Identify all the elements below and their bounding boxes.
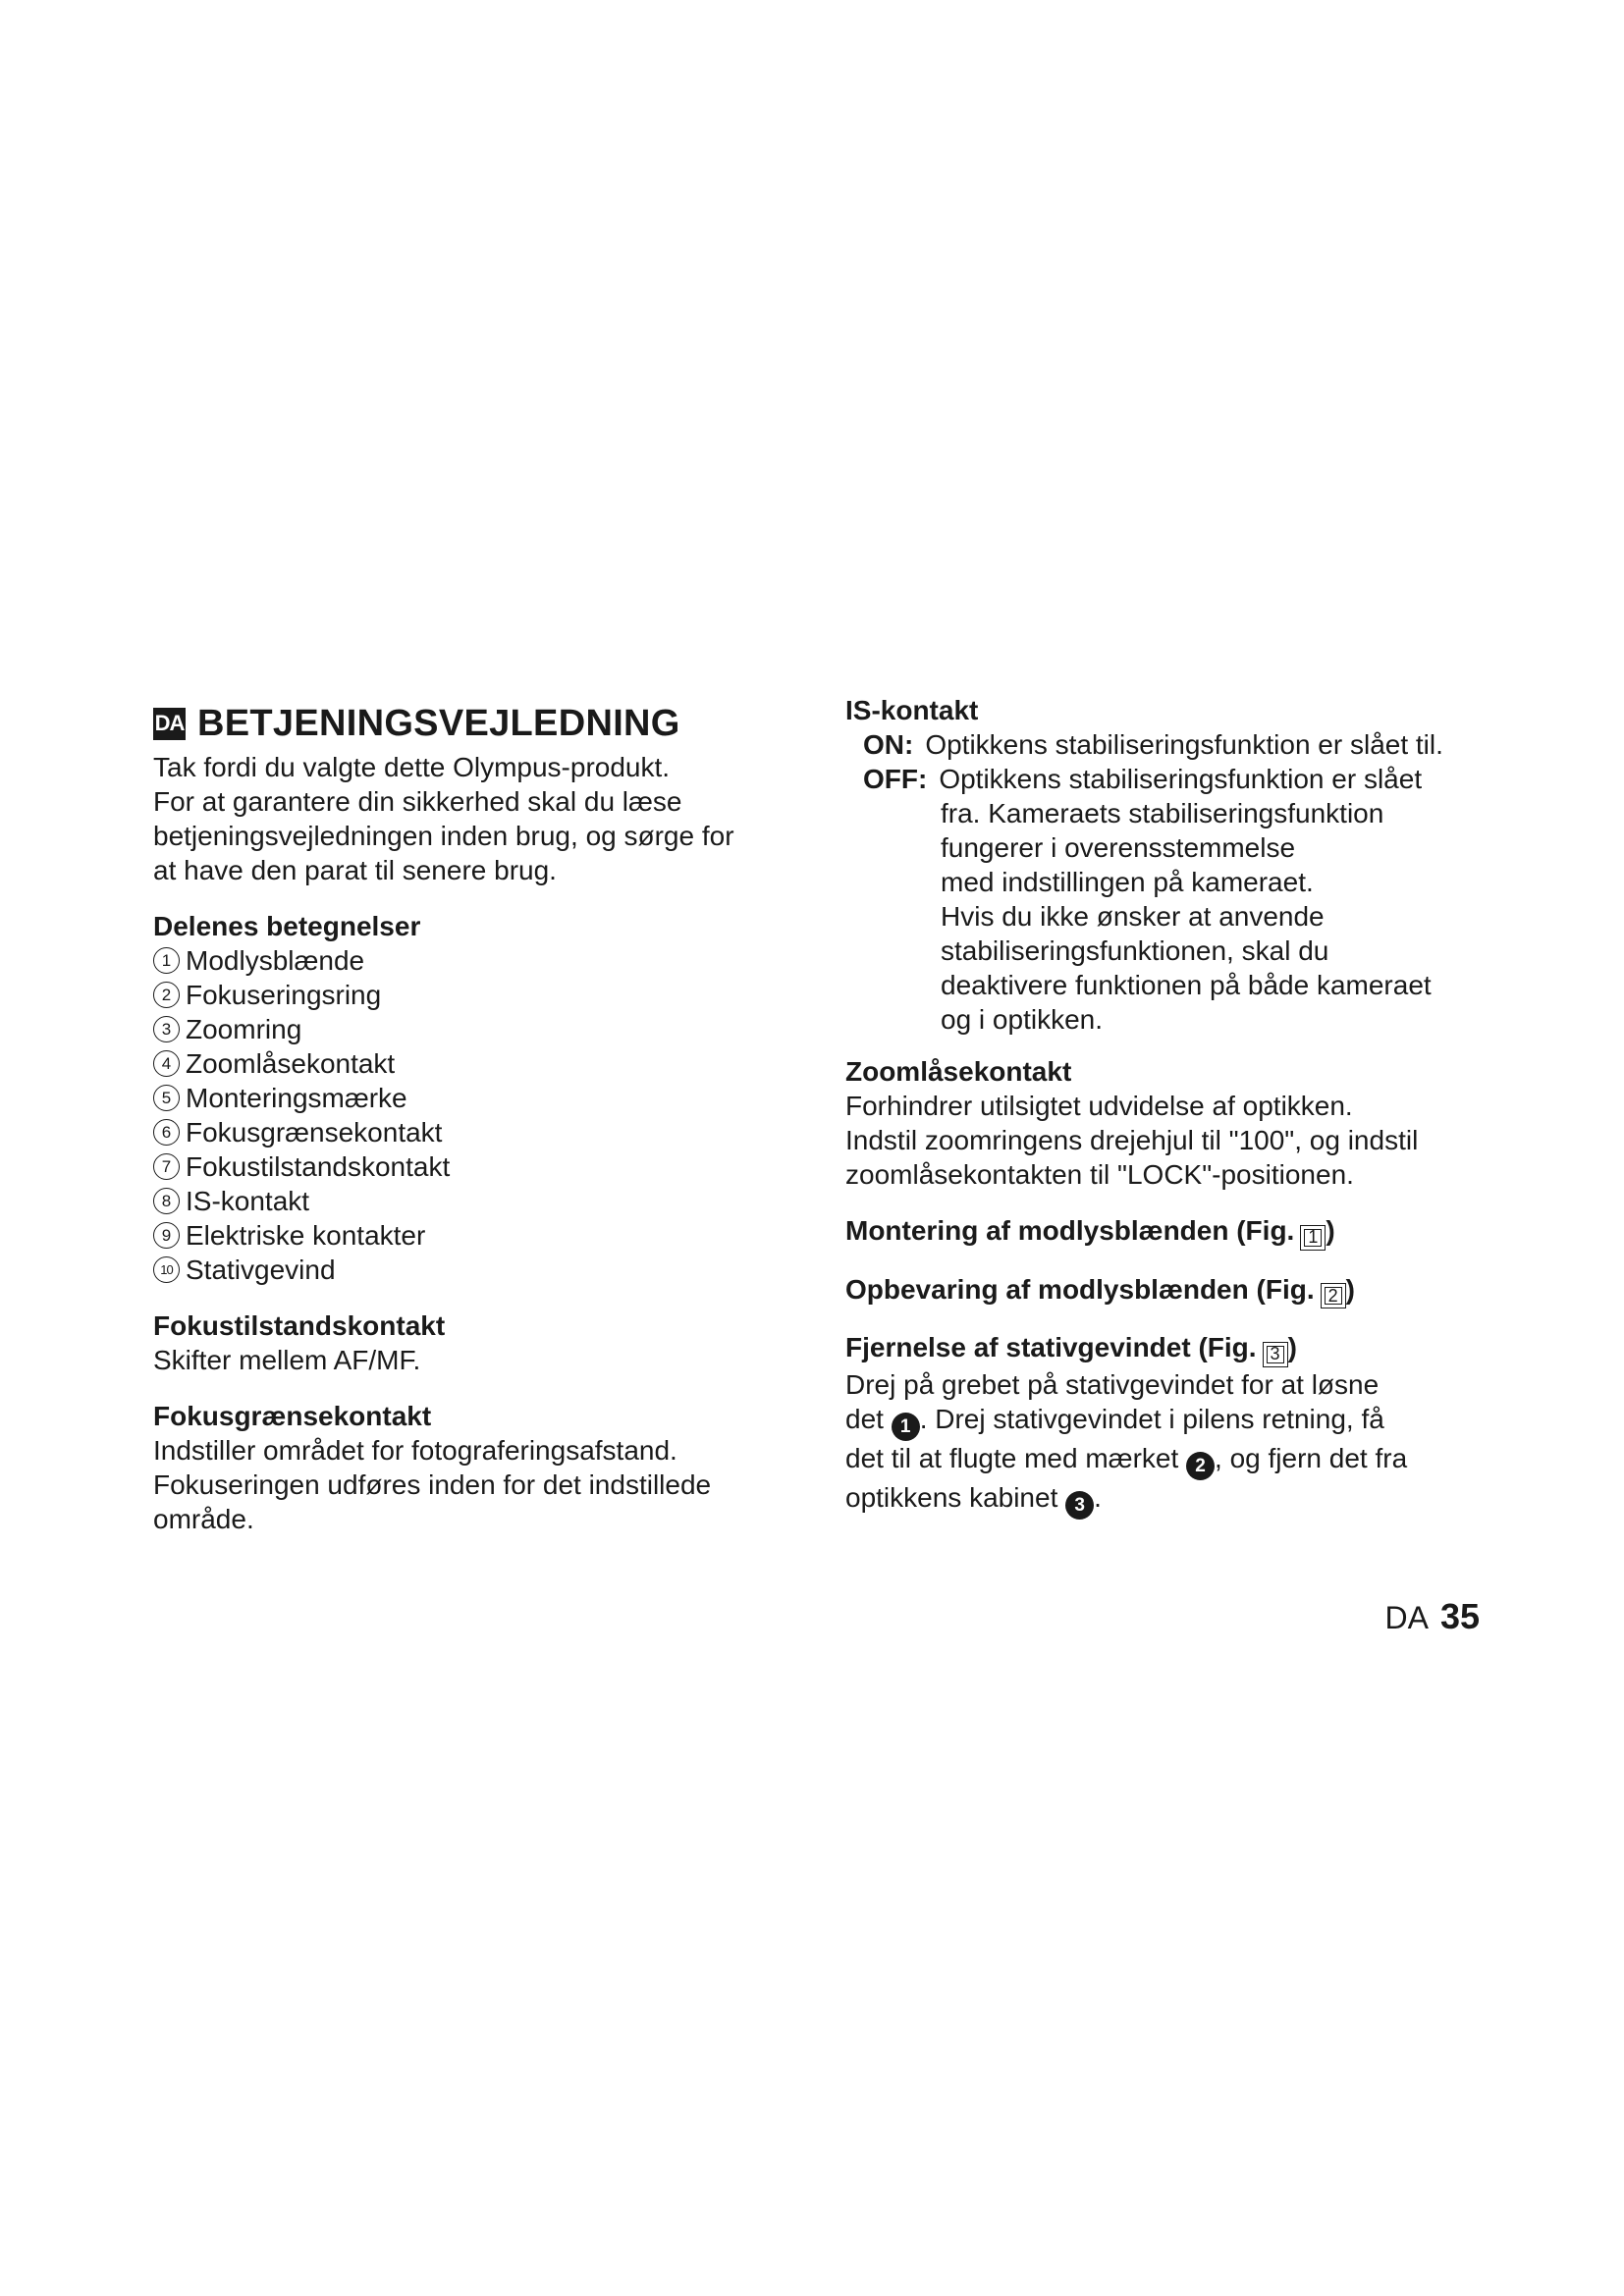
is-off-row — [845, 762, 1513, 796]
is-off-details — [845, 796, 1513, 1037]
is-on-row — [845, 727, 1513, 762]
focus-limit-line-3: område. — [153, 1504, 254, 1534]
part-label: Modlysblænde — [186, 945, 365, 976]
is-off-line: Hvis du ikke ønsker at anvende — [941, 901, 1325, 932]
number-circle-icon: 5 — [153, 1085, 180, 1111]
step-1-icon: 1 — [892, 1413, 920, 1441]
focus-limit-line-2: Fokuseringen udføres inden for det indstillede — [153, 1469, 712, 1500]
list-item — [153, 1046, 801, 1081]
focus-limit-line-1: Indstiller området for fotograferingsafstand. — [153, 1435, 677, 1466]
zoom-lock-line-1: Forhindrer utilsigtet udvidelse af optikken. — [845, 1091, 1353, 1121]
part-label: Zoomring — [186, 1014, 302, 1044]
number-circle-icon: 3 — [153, 1016, 180, 1042]
intro-line-4: at have den parat til senere brug. — [153, 855, 557, 885]
part-label: Monteringsmærke — [186, 1083, 407, 1113]
parts-heading: Delenes betegnelser — [153, 911, 421, 941]
is-on-text: Optikkens stabiliseringsfunktion er slået til. — [925, 729, 1443, 760]
is-off-label: OFF: — [863, 764, 928, 794]
number-circle-icon: 7 — [153, 1153, 180, 1180]
is-off-line: fungerer i overensstemmelse — [941, 832, 1296, 863]
is-off-text: Optikkens stabiliseringsfunktion er slået — [939, 764, 1423, 794]
number-circle-icon: 6 — [153, 1119, 180, 1146]
is-off-line: og i optikken. — [941, 1004, 1103, 1035]
is-off-line: stabiliseringsfunktionen, skal du — [941, 935, 1329, 966]
intro-line-3: betjeningsvejledningen inden brug, og sørge for — [153, 821, 734, 851]
zoom-lock-line-2: Indstil zoomringens drejehjul til "100", og indstil — [845, 1125, 1419, 1155]
part-label: Fokuseringsring — [186, 980, 382, 1010]
part-label: Fokusgrænsekontakt — [186, 1117, 443, 1148]
list-item — [153, 1218, 801, 1253]
right-column — [845, 693, 1513, 1520]
left-column — [153, 693, 801, 1536]
footer-language: DA — [1384, 1600, 1429, 1635]
figure-box-icon: 2 — [1321, 1283, 1346, 1308]
figure-box-icon: 3 — [1263, 1342, 1288, 1367]
remove-tripod-heading: Fjernelse af stativgevindet (Fig. 3 ) — [845, 1330, 1513, 1367]
number-circle-icon: 10 — [153, 1256, 180, 1283]
zoom-lock-line-3: zoomlåsekontakten til "LOCK"-positionen. — [845, 1159, 1354, 1190]
part-label: Elektriske kontakter — [186, 1220, 426, 1251]
list-item — [153, 1149, 801, 1184]
is-on-label: ON: — [863, 729, 914, 760]
page-title: BETJENINGSVEJLEDNING — [197, 702, 680, 744]
page-number: 35 — [1439, 1596, 1480, 1636]
figure-box-icon: 1 — [1300, 1225, 1326, 1251]
list-item — [153, 978, 801, 1012]
number-circle-icon: 1 — [153, 947, 180, 974]
intro-line-2: For at garantere din sikkerhed skal du læse — [153, 786, 682, 817]
zoom-lock-heading: Zoomlåsekontakt — [845, 1056, 1072, 1087]
title-row — [153, 697, 801, 750]
list-item — [153, 1184, 801, 1218]
remove-tripod-line-3: det til at flugte med mærket 2 , og fjern det fra — [845, 1441, 1513, 1480]
page-footer — [1385, 1596, 1481, 1637]
store-hood-heading: Opbevaring af modlysblænden (Fig. 2 ) — [845, 1272, 1513, 1309]
mount-hood-heading: Montering af modlysblænden (Fig. 1 ) — [845, 1213, 1513, 1251]
part-label: Stativgevind — [186, 1255, 336, 1285]
list-item — [153, 1115, 801, 1149]
step-3-icon: 3 — [1065, 1491, 1094, 1520]
remove-tripod-line-2: det 1 . Drej stativgevindet i pilens retning, få — [845, 1402, 1513, 1441]
remove-tripod-line-4: optikkens kabinet 3 . — [845, 1480, 1513, 1520]
focus-mode-heading: Fokustilstandskontakt — [153, 1310, 446, 1341]
list-item — [153, 1081, 801, 1115]
list-item — [153, 943, 801, 978]
step-2-icon: 2 — [1186, 1452, 1215, 1480]
is-switch-heading: IS-kontakt — [845, 695, 979, 725]
is-off-line: deaktivere funktionen på både kameraet — [941, 970, 1432, 1000]
focus-limit-heading: Fokusgrænsekontakt — [153, 1401, 432, 1431]
parts-list — [153, 943, 801, 1287]
is-off-line: med indstillingen på kameraet. — [941, 867, 1314, 897]
remove-tripod-line-1: Drej på grebet på stativgevindet for at løsne — [845, 1368, 1380, 1400]
focus-mode-text: Skifter mellem AF/MF. — [153, 1345, 421, 1375]
intro-line-1: Tak fordi du valgte dette Olympus-produkt. — [153, 752, 671, 782]
number-circle-icon: 2 — [153, 982, 180, 1008]
list-item — [153, 1012, 801, 1046]
part-label: Zoomlåsekontakt — [186, 1048, 396, 1079]
number-circle-icon: 9 — [153, 1222, 180, 1249]
number-circle-icon: 8 — [153, 1188, 180, 1214]
number-circle-icon: 4 — [153, 1050, 180, 1077]
language-badge: DA — [153, 708, 186, 740]
part-label: IS-kontakt — [186, 1186, 310, 1216]
part-label: Fokustilstandskontakt — [186, 1151, 451, 1182]
list-item — [153, 1253, 801, 1287]
is-off-line: fra. Kameraets stabiliseringsfunktion — [941, 798, 1384, 828]
